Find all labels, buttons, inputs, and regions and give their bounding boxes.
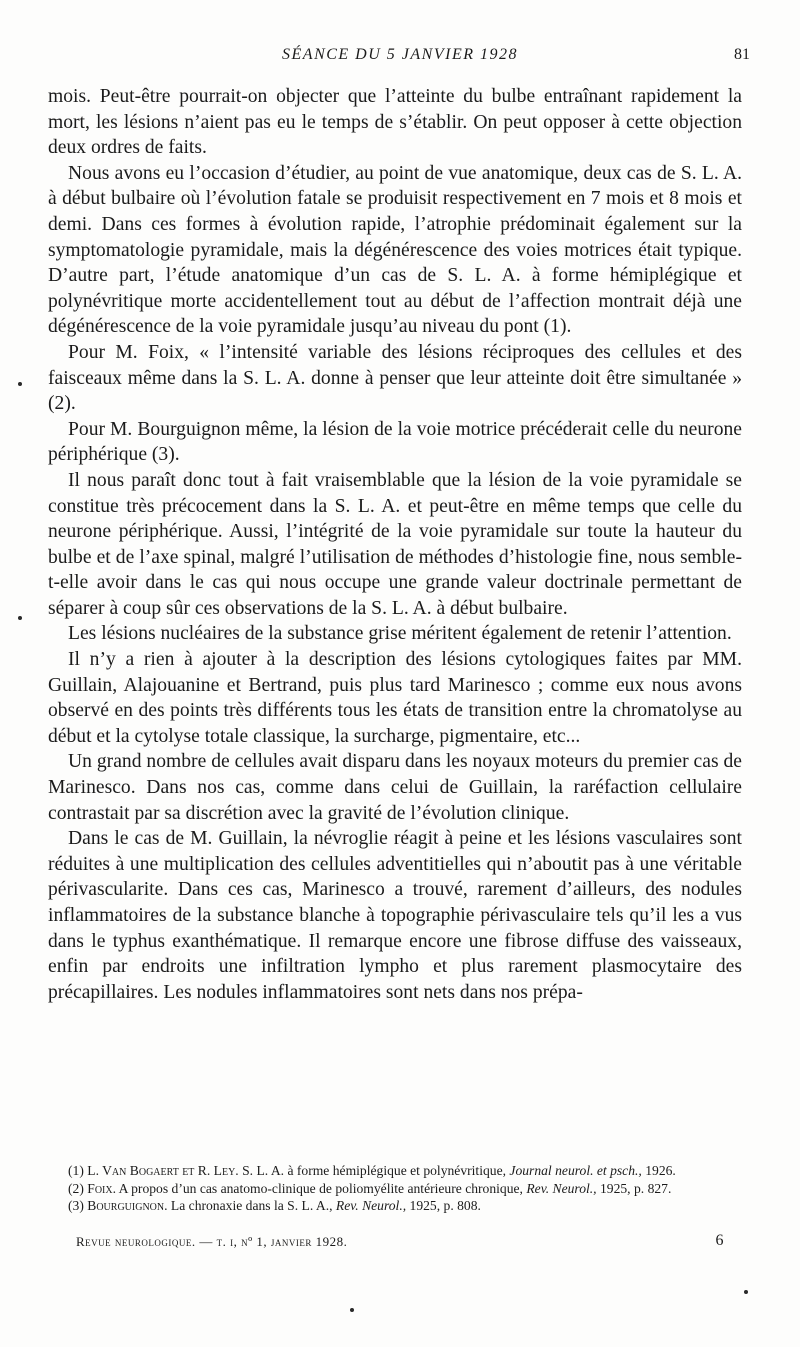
footnote-text: A propos d’un cas anatomo-clinique de poliomyélite antérieure chronique, — [118, 1180, 523, 1196]
footnote-text: La chronaxie dans la S. L. A., — [170, 1198, 333, 1213]
signature-line — [76, 1234, 724, 1250]
footnote-text: 1925, p. 808. — [409, 1198, 481, 1213]
footnote-authors: Foix. — [87, 1180, 116, 1196]
footnotes — [48, 1162, 742, 1215]
margin-speck — [18, 616, 22, 620]
paragraph: Un grand nombre de cellules avait disparu dans les noyaux moteurs du premier cas de Marinesco. Dans nos cas, comme dans celui de Guillain, la raréfaction cellulaire contrastait par sa discrétion avec la gravité de l’évolution clinique. — [48, 751, 742, 824]
footnote-mark: (2) — [68, 1180, 84, 1196]
footnote-journal: Rev. Neurol., — [526, 1180, 597, 1196]
paragraph: Il nous paraît donc tout à fait vraisemblable que la lésion de la voie pyramidale se constitue très précocement dans la S. L. A. et peut-être en même temps que celle du neurone périphérique. Aussi, l’intégrité de la voie pyramidale sur toute la hauteur du bulbe et de l’axe spinal, malgré l’utilisation de méthodes d’histologie fine, nous semble-t-elle avoir dans le cas qui nous occupe une grande valeur doctrinale permettant de séparer à coup sûr ces observations de la S. L. A. à début bulbaire. — [48, 469, 742, 619]
footnote — [48, 1162, 742, 1180]
margin-speck — [18, 382, 22, 386]
footnote-text: S. L. A. à forme hémiplégique et polynévritique, — [242, 1163, 507, 1178]
paragraph: Nous avons eu l’occasion d’étudier, au point de vue anatomique, deux cas de S. L. A. à début bulbaire où l’évolution fatale se produisit respectivement en 7 mois et 8 mois et demi. Dans ces formes à évolution rapide, l’atrophie prédominait également sur la symptomatologie pyramidale, mais la dégénérescence des voies motrices était typique. D’autre part, l’étude anatomique d’un cas de S. L. A. à forme hémiplégique et polynévritique morte accidentellement tout au début de l’affection montrait déjà une dégénérescence de la voie pyramidale jusqu’au niveau du pont (1). — [48, 162, 742, 338]
footnote-authors: Bourguignon. — [87, 1198, 168, 1213]
footnote — [48, 1180, 742, 1198]
footnote-mark: (3) — [68, 1198, 84, 1213]
paragraph: Dans le cas de M. Guillain, la névroglie réagit à peine et les lésions vasculaires sont réduites à une multiplication des cellules adventitielles qui n’aboutit pas à une véritable périvascularite. Dans ces cas, Marinesco a trouvé, rarement d’ailleurs, des nodules inflammatoires de la substance blanche à topographie périvasculaire tels qu’il les a vus dans le typhus exanthématique. Il remarque encore une fibrose diffuse des vaisseaux, enfin par endroits une infiltration lympho et plus rarement plasmocytaire des précapillaires. Les nodules inflammatoires sont nets dans nos prépa- — [48, 828, 742, 1003]
margin-speck — [350, 1308, 354, 1312]
footnote-mark: (1) — [68, 1163, 84, 1178]
body-text — [48, 84, 742, 1005]
footnote-journal: Journal neurol. et psch., — [509, 1163, 642, 1178]
paragraph: mois. Peut-être pourrait-on objecter que l’atteinte du bulbe entraînant rapidement la mort, les lésions n’aient pas eu le temps de s’établir. On peut opposer à cette objection deux ordres de faits. — [48, 86, 742, 159]
margin-speck — [744, 1290, 748, 1294]
signature-text: Revue neurologique. — t. i, nº 1, janvier 1928. — [76, 1234, 348, 1249]
footnote-authors: L. Van Bogaert et R. Ley. — [87, 1163, 239, 1178]
paragraph: Il n’y a rien à ajouter à la description des lésions cytologiques faites par MM. Guillain, Alajouanine et Bertrand, puis plus tard Marinesco ; comme eux nous avons observé en des points très différents tous les états de transition entre la chromatolyse au début et la cytolyse totale classique, la surcharge, pigmentaire, etc... — [48, 649, 742, 747]
footnote — [48, 1197, 742, 1215]
page-number: 81 — [734, 46, 750, 63]
footnote-text: 1926. — [645, 1163, 676, 1178]
paragraph: Pour M. Bourguignon même, la lésion de la voie motrice précéderait celle du neurone périphérique (3). — [48, 418, 742, 466]
footnote-journal: Rev. Neurol., — [335, 1198, 407, 1213]
signature-number: 6 — [715, 1232, 724, 1249]
paragraph: Les lésions nucléaires de la substance grise méritent également de retenir l’attention. — [68, 623, 732, 645]
paragraph: Pour M. Foix, « l’intensité variable des lésions réciproques des cellules et des faisceaux même dans la S. L. A. donne à penser que leur atteinte doit être simultanée » (2). — [48, 341, 742, 415]
running-title: SÉANCE DU 5 JANVIER 1928 — [282, 46, 518, 63]
running-head — [50, 46, 750, 74]
footnote-text: 1925, p. 827. — [599, 1180, 672, 1196]
